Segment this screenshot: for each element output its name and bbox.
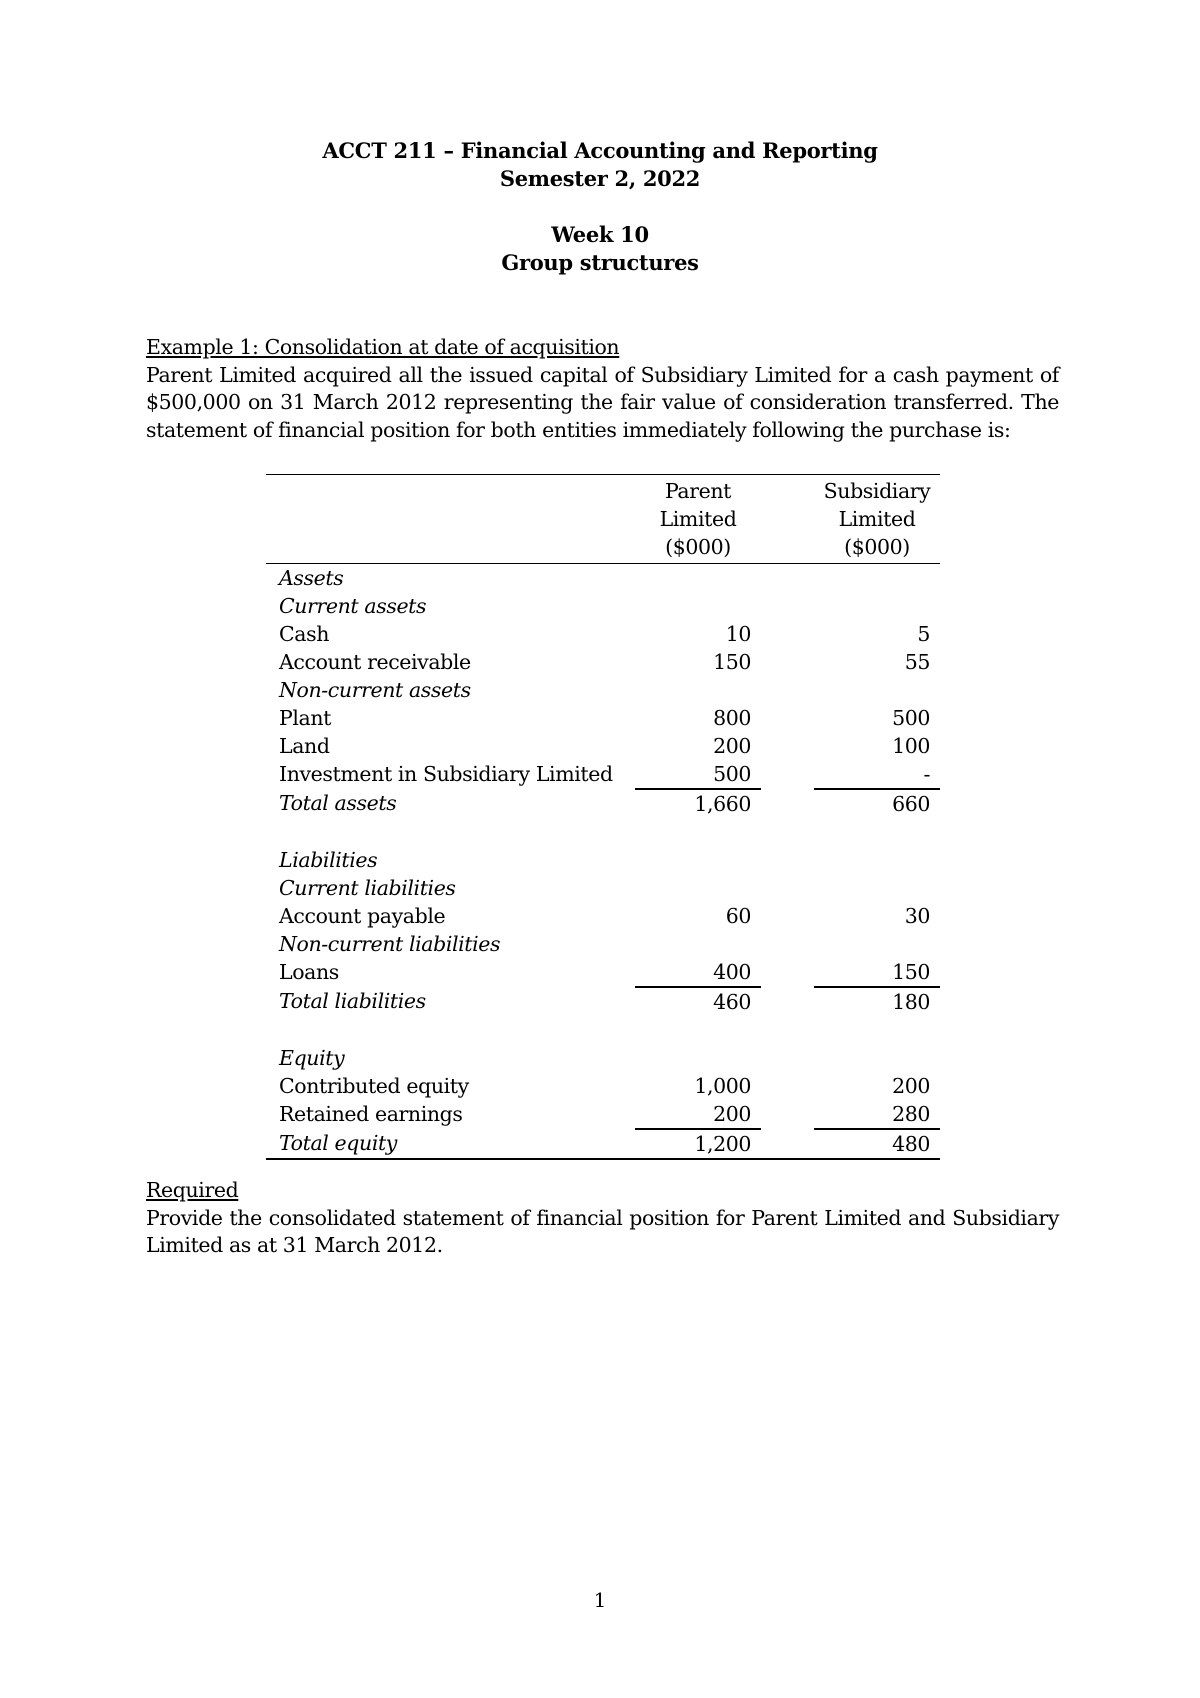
table-header-row [266,475,940,564]
subsidiary-value: - [814,760,940,789]
row-label: Retained earnings [279,1102,463,1126]
parent-value: 1,000 [694,1074,751,1098]
header-blank-cell [266,475,635,564]
subsidiary-value: 5 [917,622,930,646]
parent-value [635,1044,761,1072]
subsidiary-value: 150 [814,958,940,987]
table-row [266,648,940,676]
parent-header-line: ($000) [665,535,731,559]
table-row [266,732,940,760]
table-row [266,789,940,818]
row-label: Non-current liabilities [279,932,501,956]
subsidiary-value: 500 [892,706,930,730]
table-row [266,1044,940,1072]
parent-value: 200 [713,734,751,758]
example-section [146,334,1059,444]
subsidiary-header-line: ($000) [844,535,910,559]
parent-header-line: Limited [659,507,737,531]
page-number: 1 [593,1588,607,1612]
row-label: Total assets [279,791,397,815]
table-row [266,874,940,902]
row-label: Contributed equity [279,1074,469,1098]
row-label: Land [279,734,330,758]
table-row [266,902,940,930]
example-paragraph: Parent Limited acquired all the issued capital of Subsidiary Limited for a cash payment of $500,000 on 31 March 2012 representing the fair value of consideration transferred. The statement of financial position for both entities immediately following the purchase is: [146,362,1059,442]
table-row [266,620,940,648]
parent-value [635,846,761,874]
table-row [266,846,940,874]
required-section [146,1177,1059,1260]
parent-value: 500 [635,760,761,789]
table-row [266,987,940,1016]
parent-value [635,564,761,593]
parent-value: 10 [725,622,751,646]
financial-position-table [266,474,940,1160]
table-row [266,592,940,620]
subsidiary-value: 660 [892,792,930,816]
table-row [266,958,940,987]
example-title: Example 1: Consolidation at date of acquisition [146,335,620,359]
topic-title: Group structures [501,250,699,275]
subsidiary-header-line: Limited [838,507,916,531]
row-label: Cash [279,622,330,646]
subsidiary-value [814,564,940,593]
table-row [266,676,940,704]
parent-value: 400 [635,958,761,987]
subsidiary-value [814,846,940,874]
table-row [266,1100,940,1129]
row-label: Non-current assets [279,678,471,702]
parent-header-line: Parent [664,479,732,503]
row-label: Current assets [279,594,427,618]
subsidiary-value: 180 [892,990,930,1014]
row-label: Account receivable [279,650,471,674]
row-label: Assets [279,566,344,590]
row-label: Total liabilities [279,989,426,1013]
spacer-row [266,818,940,846]
table-row [266,760,940,789]
subsidiary-value: 30 [904,904,930,928]
subsidiary-value: 480 [892,1132,930,1156]
row-label: Plant [279,706,332,730]
table-row [266,1072,940,1100]
parent-value: 460 [713,990,751,1014]
row-label: Total equity [279,1131,397,1155]
subsidiary-value [814,676,940,704]
table-row [266,1129,940,1159]
semester-label: Semester 2, 2022 [499,166,701,191]
subsidiary-value: 200 [892,1074,930,1098]
parent-value: 60 [725,904,751,928]
row-label: Liabilities [279,848,378,872]
parent-value: 1,660 [694,792,751,816]
subsidiary-value [814,1044,940,1072]
parent-value [635,592,761,620]
parent-value: 1,200 [694,1132,751,1156]
required-title: Required [146,1178,239,1202]
course-header [0,137,1200,193]
subsidiary-value [814,592,940,620]
subsidiary-value [814,874,940,902]
row-label: Investment in Subsidiary Limited [279,762,613,786]
subsidiary-value [814,930,940,958]
subsidiary-column-header [814,475,940,564]
parent-value [635,676,761,704]
parent-value: 150 [713,650,751,674]
subsidiary-value: 100 [892,734,930,758]
parent-value: 200 [635,1100,761,1129]
required-paragraph: Provide the consolidated statement of financial position for Parent Limited and Subsidiary Limited as at 31 March 2012. [146,1205,1059,1257]
row-label: Account payable [279,904,446,928]
subsidiary-value: 55 [904,650,930,674]
parent-column-header [635,475,761,564]
table-row [266,930,940,958]
subsidiary-value: 280 [814,1100,940,1129]
parent-value [635,930,761,958]
course-title: ACCT 211 – Financial Accounting and Reporting [322,138,878,163]
table-row [266,564,940,593]
row-label: Equity [279,1046,345,1070]
parent-value: 800 [713,706,751,730]
parent-value [635,874,761,902]
week-label: Week 10 [551,222,649,247]
subsidiary-header-line: Subsidiary [823,479,931,503]
table-row [266,704,940,732]
row-label: Loans [279,960,339,984]
spacer-row [266,1016,940,1044]
week-header [0,221,1200,277]
row-label: Current liabilities [279,876,456,900]
